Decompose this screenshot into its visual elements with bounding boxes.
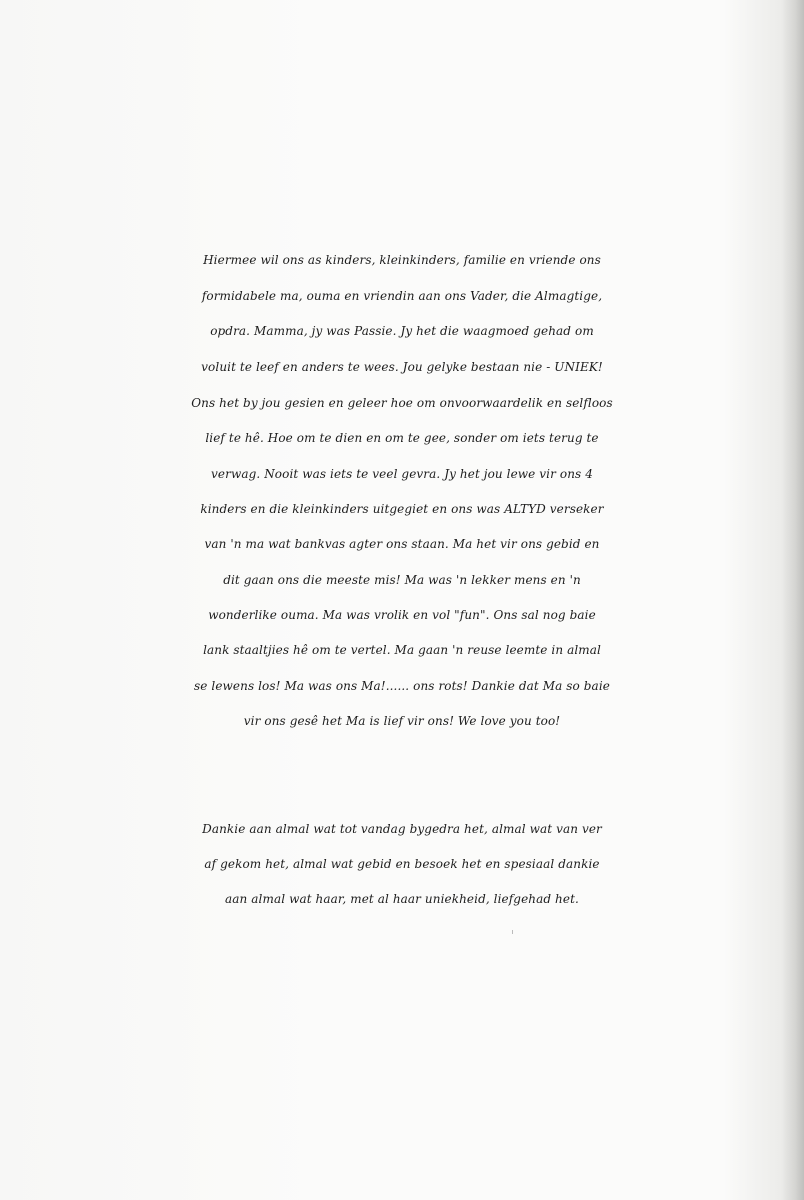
paragraph-line: lank staaltjies hê om te vertel. Ma gaan 'n reuse leemte in almal [203, 643, 601, 657]
paragraph-line: Ons het by jou gesien en geleer hoe om onvoorwaardelik en selfloos [191, 396, 613, 410]
paragraph-line: opdra. Mamma, jy was Passie. Jy het die waagmoed gehad om [210, 324, 594, 338]
paragraph-line: van 'n ma wat bankvas agter ons staan. Ma het vir ons gebid en [204, 537, 600, 551]
paper-speck [512, 930, 513, 934]
paragraph-line: wonderlike ouma. Ma was vrolik en vol "fun". Ons sal nog baie [208, 608, 596, 622]
paragraph-line: se lewens los! Ma was ons Ma!...... ons rots! Dankie dat Ma so baie [194, 679, 610, 693]
paragraph-line: Hiermee wil ons as kinders, kleinkinders, familie en vriende ons [203, 253, 601, 267]
paragraph-line: af gekom het, almal wat gebid en besoek het en spesiaal dankie [204, 857, 600, 871]
page-edge-shadow [782, 0, 804, 1200]
paragraph-line: Dankie aan almal wat tot vandag bygedra het, almal wat van ver [202, 822, 602, 836]
paragraph-line: dit gaan ons die meeste mis! Ma was 'n lekker mens en 'n [223, 573, 581, 587]
paragraph-line: voluit te leef en anders te wees. Jou gelyke bestaan nie - UNIEK! [201, 360, 603, 374]
paragraph-line: lief te hê. Hoe om te dien en om te gee, sonder om iets terug te [205, 431, 599, 445]
paragraph-line: vir ons gesê het Ma is lief vir ons! We love you too! [243, 714, 561, 728]
paragraph-line: formidabele ma, ouma en vriendin aan ons Vader, die Almagtige, [201, 289, 603, 303]
paragraph-line: aan almal wat haar, met al haar uniekheid, liefgehad het. [225, 892, 579, 906]
paragraph-line: verwag. Nooit was iets te veel gevra. Jy het jou lewe vir ons 4 [211, 467, 593, 481]
paragraph-line: kinders en die kleinkinders uitgegiet en ons was ALTYD verseker [200, 502, 604, 516]
